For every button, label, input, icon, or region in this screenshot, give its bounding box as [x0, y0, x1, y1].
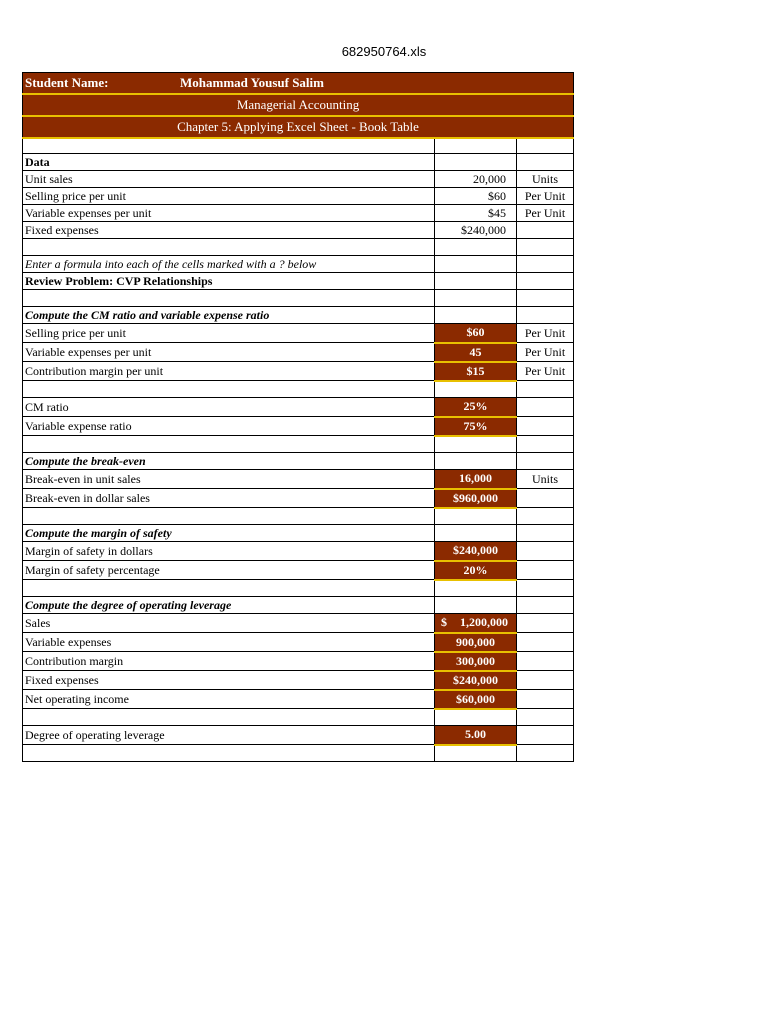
row-label: Net operating income	[23, 690, 435, 709]
computed-cell[interactable]: 5.00	[435, 726, 517, 745]
table-row	[23, 614, 574, 633]
blank-row	[23, 138, 574, 154]
computed-cell[interactable]: $240,000	[435, 542, 517, 561]
table-row	[23, 343, 574, 362]
row-label: Contribution margin per unit	[23, 362, 435, 381]
student-name: Mohammad Yousuf Salim	[180, 75, 324, 91]
table-row	[23, 398, 574, 417]
cm-title-row	[23, 307, 574, 324]
leverage-section-title: Compute the degree of operating leverage	[23, 597, 435, 614]
table-row	[23, 542, 574, 561]
row-label: Selling price per unit	[23, 188, 435, 205]
blank-row	[23, 290, 574, 307]
row-label: Selling price per unit	[23, 324, 435, 343]
row-value[interactable]: $240,000	[435, 222, 517, 239]
row-label: Variable expenses	[23, 633, 435, 652]
row-label: Sales	[23, 614, 435, 633]
row-label: Fixed expenses	[23, 671, 435, 690]
blank-row	[23, 436, 574, 453]
instruction-row	[23, 256, 574, 273]
table-row	[23, 652, 574, 671]
computed-cell[interactable]: $240,000	[435, 671, 517, 690]
table-row	[23, 470, 574, 489]
leverage-title-row	[23, 597, 574, 614]
row-unit: Per Unit	[517, 362, 574, 381]
row-label: Break-even in dollar sales	[23, 489, 435, 508]
computed-cell[interactable]: 75%	[435, 417, 517, 436]
row-unit: Per Unit	[517, 343, 574, 362]
table-row	[23, 222, 574, 239]
chapter-title: Chapter 5: Applying Excel Sheet - Book Table	[23, 116, 574, 138]
student-label: Student Name:	[25, 75, 109, 91]
row-unit: Per Unit	[517, 188, 574, 205]
row-value[interactable]: $60	[435, 188, 517, 205]
row-label: Margin of safety in dollars	[23, 542, 435, 561]
blank-row	[23, 508, 574, 525]
course-title: Managerial Accounting	[23, 94, 574, 116]
header-course-row	[23, 94, 574, 116]
blank-row	[23, 381, 574, 398]
review-title-row	[23, 273, 574, 290]
student-cell	[23, 73, 574, 94]
row-unit: Per Unit	[517, 205, 574, 222]
row-unit: Units	[517, 470, 574, 489]
row-unit: Units	[517, 171, 574, 188]
blank-row	[23, 239, 574, 256]
computed-cell[interactable]: $60,000	[435, 690, 517, 709]
computed-cell[interactable]	[435, 614, 517, 633]
row-label: Variable expense ratio	[23, 417, 435, 436]
spreadsheet-table	[22, 72, 574, 762]
row-label: CM ratio	[23, 398, 435, 417]
computed-cell[interactable]: $60	[435, 324, 517, 343]
computed-cell[interactable]: $960,000	[435, 489, 517, 508]
table-row	[23, 417, 574, 436]
computed-cell[interactable]: 16,000	[435, 470, 517, 489]
header-student-row	[23, 73, 574, 94]
computed-cell[interactable]: $15	[435, 362, 517, 381]
blank-row	[23, 580, 574, 597]
cm-section-title: Compute the CM ratio and variable expense ratio	[23, 307, 435, 324]
breakeven-section-title: Compute the break-even	[23, 453, 435, 470]
row-label: Fixed expenses	[23, 222, 435, 239]
blank-row	[23, 745, 574, 762]
table-row	[23, 671, 574, 690]
safety-section-title: Compute the margin of safety	[23, 525, 435, 542]
blank-row	[23, 709, 574, 726]
table-row	[23, 205, 574, 222]
data-title: Data	[23, 154, 435, 171]
safety-title-row	[23, 525, 574, 542]
table-row	[23, 690, 574, 709]
row-label: Break-even in unit sales	[23, 470, 435, 489]
row-label: Variable expenses per unit	[23, 205, 435, 222]
row-value[interactable]: $45	[435, 205, 517, 222]
row-unit: Per Unit	[517, 324, 574, 343]
table-row	[23, 362, 574, 381]
header-chapter-row	[23, 116, 574, 138]
file-title: 682950764.xls	[341, 44, 427, 59]
row-unit	[517, 222, 574, 239]
row-label: Unit sales	[23, 171, 435, 188]
instruction-text: Enter a formula into each of the cells marked with a ? below	[23, 256, 435, 273]
computed-cell[interactable]: 20%	[435, 561, 517, 580]
table-row	[23, 489, 574, 508]
row-label: Degree of operating leverage	[23, 726, 435, 745]
table-row	[23, 188, 574, 205]
currency-symbol: $	[441, 615, 447, 630]
table-row	[23, 561, 574, 580]
row-label: Contribution margin	[23, 652, 435, 671]
computed-cell[interactable]: 300,000	[435, 652, 517, 671]
table-row	[23, 171, 574, 188]
computed-cell[interactable]: 45	[435, 343, 517, 362]
table-row	[23, 324, 574, 343]
table-row	[23, 633, 574, 652]
data-title-row	[23, 154, 574, 171]
breakeven-title-row	[23, 453, 574, 470]
table-row	[23, 726, 574, 745]
computed-cell[interactable]: 900,000	[435, 633, 517, 652]
row-label: Margin of safety percentage	[23, 561, 435, 580]
row-label: Variable expenses per unit	[23, 343, 435, 362]
row-value[interactable]: 20,000	[435, 171, 517, 188]
sales-value: 1,200,000	[460, 615, 508, 630]
review-title: Review Problem: CVP Relationships	[23, 273, 435, 290]
computed-cell[interactable]: 25%	[435, 398, 517, 417]
